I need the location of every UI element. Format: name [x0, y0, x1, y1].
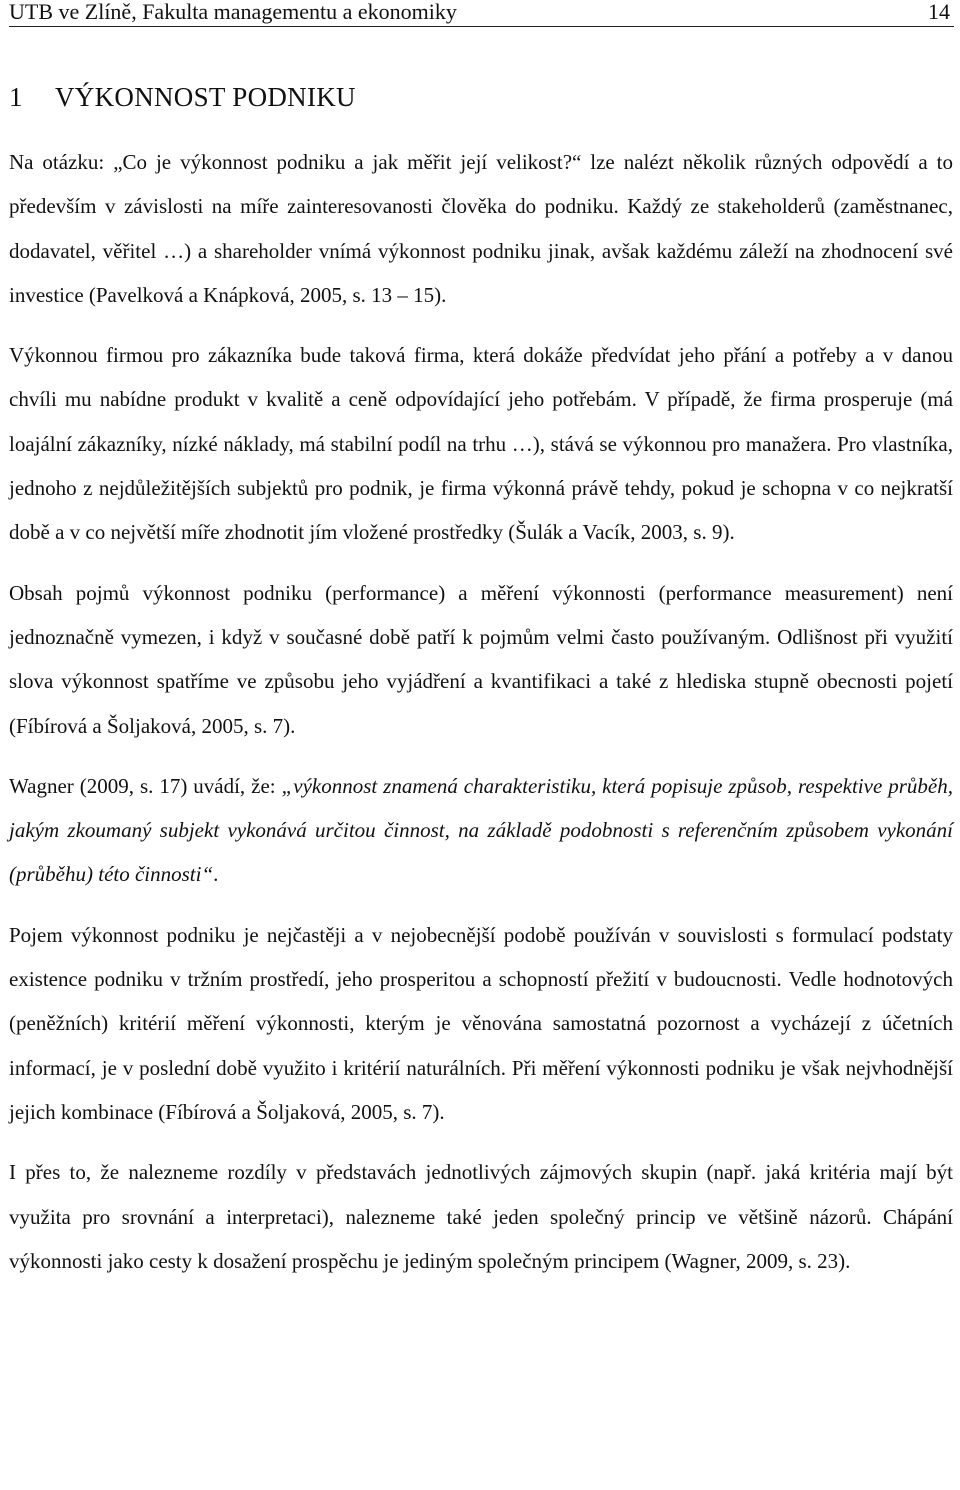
quote-lead: Wagner (2009, s. 17) uvádí, že: — [9, 773, 282, 798]
paragraph: Na otázku: „Co je výkonnost podniku a jak měřit její velikost?“ lze nalézt několik různých odpovědí a to především v závislosti na míře zainteresovanosti člověka do podniku. Každý ze stakeholderů (zaměstnanec, dodavatel, věřitel …) a shareholder vnímá výkonnost podniku jinak, avšak každému záleží na zhodnocení své investice (Pavelková a Knápková, 2005, s. 13 – 15). — [9, 150, 953, 307]
quote-text: „výkonnost znamená charakteristiku, která popisuje způsob, respektive průběh, jakým zkoumaný subjekt vykonává určitou činnost, na základě podobnosti s referenčním způsobem vykonání (průběhu) této činnosti“ — [9, 773, 953, 887]
header-title: UTB ve Zlíně, Fakulta managementu a ekonomiky — [9, 0, 457, 24]
paragraph-quote — [9, 764, 953, 897]
running-header — [9, 0, 954, 27]
chapter-title: VÝKONNOST PODNIKU — [55, 82, 356, 112]
body-text — [9, 140, 953, 1299]
paragraph: I přes to, že nalezneme rozdíly v představách jednotlivých zájmových skupin (např. jaká kritéria mají být využita pro srovnání a interpretaci), nalezneme také jeden společný princip ve většině názorů. Chápání výkonnosti jako cesty k dosažení prospěchu je jediným společným principem (Wagner, 2009, s. 23). — [9, 1160, 953, 1273]
chapter-number: 1 — [9, 82, 23, 112]
paragraph: Obsah pojmů výkonnost podniku (performance) a měření výkonnosti (performance measurement) není jednoznačně vymezen, i když v současné době patří k pojmům velmi často používaným. Odlišnost při využití slova výkonnost spatříme ve způsobu jeho vyjádření a kvantifikaci a také z hlediska stupně obecnosti pojetí (Fíbírová a Šoljaková, 2005, s. 7). — [9, 580, 953, 738]
page-number: 14 — [928, 0, 950, 24]
paragraph: Pojem výkonnost podniku je nejčastěji a v nejobecnější podobě používán v souvislosti s formulací podstaty existence podniku v tržním prostředí, jeho prosperitou a schopností přežití v budoucnosti. Vedle hodnotových (peněžních) kritérií měření výkonnosti, kterým je věnována samostatná pozornost a vycházejí z účetních informací, je v poslední době využito i kritérií naturálních. Při měření výkonnosti podniku je však nejvhodnější jejich kombinace (Fíbírová a Šoljaková, 2005, s. 7). — [9, 922, 953, 1124]
chapter-heading — [9, 80, 356, 114]
paragraph: Výkonnou firmou pro zákazníka bude taková firma, která dokáže předvídat jeho přání a potřeby a v danou chvíli mu nabídne produkt v kvalitě a ceně odpovídající jeho potřebám. V případě, že firma prosperuje (má loajální zákazníky, nízké náklady, má stabilní podíl na trhu …), stává se výkonnou pro manažera. Pro vlastníka, jednoho z nejdůležitějších subjektů pro podnik, je firma výkonná právě tehdy, pokud je schopna v co nejkratší době a v co největší míře zhodnotit jím vložené prostředky (Šulák a Vacík, 2003, s. 9). — [9, 343, 953, 545]
quote-tail: . — [213, 862, 219, 887]
